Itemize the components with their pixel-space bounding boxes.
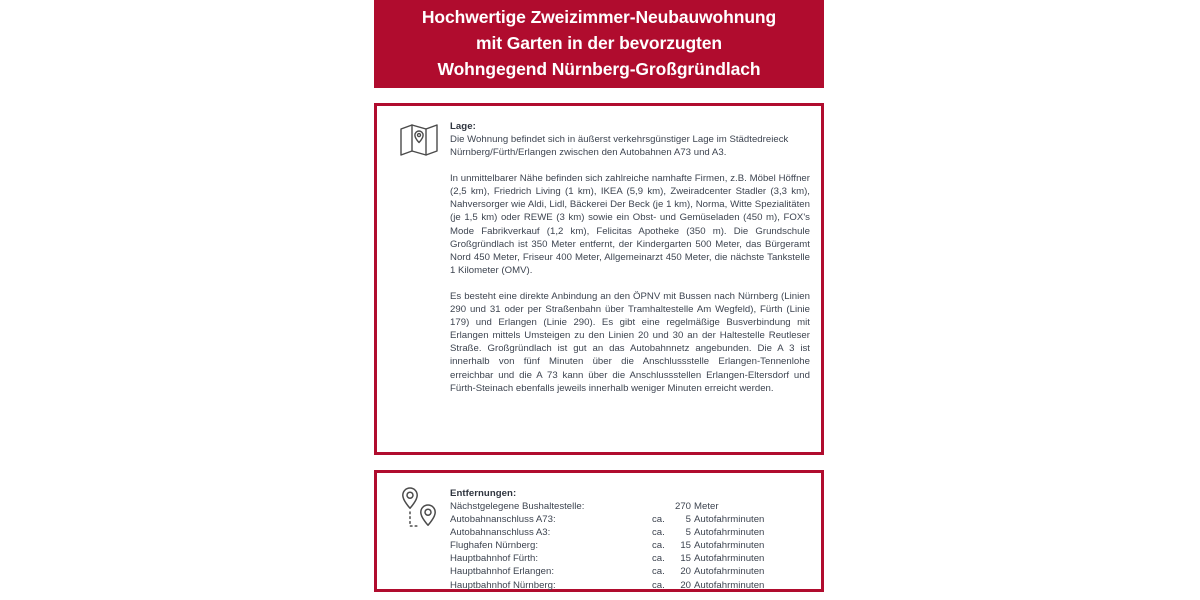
page-title-line-1: Hochwertige Zweizimmer-Neubauwohnung	[421, 7, 777, 27]
distance-number: 15	[680, 540, 691, 552]
distance-row	[450, 513, 764, 526]
distance-prefix: ca.	[652, 540, 665, 552]
distance-label: Nächstgelegene Bushaltestelle:	[450, 501, 585, 512]
distance-unit: Autofahrminuten	[694, 514, 765, 526]
distance-number: 15	[680, 553, 691, 565]
page-title-line-2: mit Garten in der bevorzugten	[475, 33, 723, 53]
distance-prefix	[652, 500, 674, 513]
distance-row	[450, 552, 764, 565]
distance-number: 270	[674, 501, 691, 512]
distance-unit: Autofahrminuten	[694, 579, 765, 591]
lage-paragraph-3: Es besteht eine direkte Anbindung an den ÖPNV mit Bussen nach Nürnberg (Linien 290 und 31 oder per Straßenbahn über Tramhaltestelle Am Wegfeld), Fürth (Linie 179) und Erlangen (Linie 290). Es gibt eine regelmäßige Busverbindung mit Erlangen mittels Umsteigen zu den Linien 20 und 30 an der Haltestelle Reutleser Straße. Großgründlach ist gut an das Autobahnnetz angebunden. Die A 3 ist innerhalb von fünf Minuten über die Anschlussstelle Erlangen-Tennenlohe erreichbar und die A 73 kann über die Anschlussstellen Erlangen-Eltersdorf und Fürth-Steinach ebenfalls jeweils innerhalb weniger Minuten erreicht werden.	[450, 290, 810, 394]
entfernungen-panel-inner	[377, 473, 821, 589]
lage-heading: Lage:	[450, 121, 476, 132]
page-title-banner	[374, 0, 824, 88]
distance-prefix: ca.	[652, 527, 665, 539]
distance-label: Hauptbahnhof Nürnberg:	[450, 579, 556, 591]
lage-icon-column	[378, 107, 450, 157]
distance-unit: Autofahrminuten	[694, 540, 765, 552]
distance-prefix: ca.	[652, 514, 665, 526]
distance-unit: Autofahrminuten	[694, 527, 765, 539]
distance-label: Hauptbahnhof Erlangen:	[450, 566, 555, 578]
entfernungen-icon-column	[378, 474, 450, 535]
distances-table-body	[450, 500, 764, 592]
distance-prefix: ca.	[652, 566, 665, 578]
page-title-line-3: Wohngegend Nürnberg-Großgründlach	[437, 59, 761, 79]
lage-paragraph-2: In unmittelbarer Nähe befinden sich zahlreiche namhafte Firmen, z.B. Möbel Höffner (2,5 km), Friedrich Living (1 km), IKEA (5,9 km), Zweiradcenter Stadler (3,3 km), Nahversorger wie Aldi, Lidl, Bäckerei Der Beck (je 1 km), Norma, Witte Spezialitäten (je 1,5 km) oder REWE (3 km) sowie ein Obst- und Gemüseladen (450 m), FOX's Mode Fabrikverkauf (1,2 km), Felicitas Apotheke (350 m). Die Grundschule Großgründlach ist 350 Meter entfernt, der Kindergarten 500 Meter, das Bürgeramt Nord 450 Meter, Friseur 400 Meter, Allgemeinarzt 450 Meter, die nächste Tankstelle 1 Kilometer (OMV).	[450, 173, 810, 276]
distance-number: 5	[685, 514, 691, 526]
distance-label: Flughafen Nürnberg:	[450, 540, 538, 552]
distance-number: 20	[680, 579, 691, 591]
distance-row	[450, 579, 764, 592]
distance-prefix: ca.	[652, 553, 665, 565]
distance-label: Autobahnanschluss A3:	[450, 527, 551, 539]
lage-panel-inner	[377, 106, 821, 452]
distance-row	[450, 565, 764, 578]
folded-map-with-pin-icon	[399, 121, 439, 157]
entfernungen-heading: Entfernungen:	[450, 488, 517, 499]
distances-table	[450, 500, 764, 592]
lage-panel	[374, 103, 824, 455]
distance-unit: Autofahrminuten	[694, 553, 765, 565]
distance-row	[450, 526, 764, 539]
distance-row	[450, 539, 764, 552]
entfernungen-panel	[374, 470, 824, 592]
two-pins-route-icon	[398, 485, 440, 535]
lage-text-column	[450, 107, 820, 395]
distance-label: Hauptbahnhof Fürth:	[450, 553, 539, 565]
distance-prefix: ca.	[652, 579, 665, 591]
distance-number: 5	[685, 527, 691, 539]
entfernungen-text-column	[450, 474, 820, 592]
distance-number: 20	[680, 566, 691, 578]
distance-label: Autobahnanschluss A73:	[450, 514, 556, 526]
distance-unit: Meter	[694, 501, 719, 512]
paragraph-spacer	[450, 277, 810, 290]
distance-unit: Autofahrminuten	[694, 566, 765, 578]
distance-row	[450, 500, 764, 513]
lage-paragraph-1: Die Wohnung befindet sich in äußerst verkehrsgünstiger Lage im Städtedreieck Nürnberg/Fürth/Erlangen zwischen den Autobahnen A73 und A3.	[450, 134, 789, 159]
paragraph-spacer	[450, 159, 810, 172]
